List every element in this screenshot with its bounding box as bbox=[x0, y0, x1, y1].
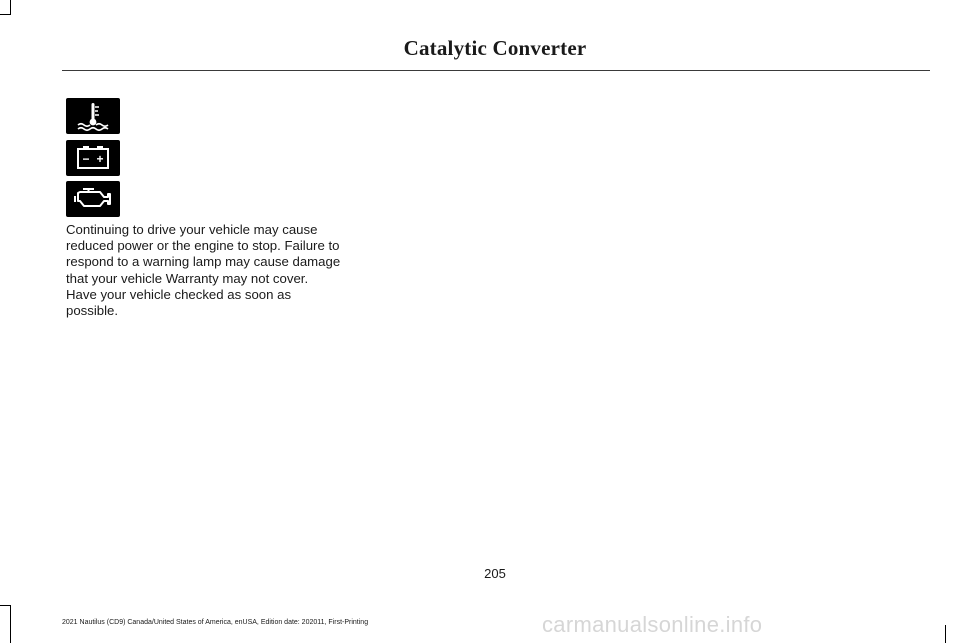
warning-paragraph: Continuing to drive your vehicle may cause reduced power or the engine to stop. Failure to respond to a warning lamp may cause damage that your vehicle Warranty may not cover. Have your vehicle checked as soon as possible. bbox=[66, 222, 341, 319]
page-title: Catalytic Converter bbox=[403, 36, 587, 60]
title-divider bbox=[62, 70, 930, 71]
watermark: carmanualsonline.info bbox=[542, 612, 763, 637]
battery-plus-symbol: + bbox=[96, 152, 104, 166]
battery-icon bbox=[66, 140, 120, 176]
battery-minus-symbol: − bbox=[82, 152, 90, 166]
crop-mark-bottom-left-horizontal bbox=[0, 605, 11, 606]
crop-mark-top-left-vertical bbox=[10, 0, 11, 14]
edition-footer: 2021 Nautilus (CD9) Canada/United States of America, enUSA, Edition date: 202011, First-Printing bbox=[62, 619, 369, 626]
engine-coolant-temperature-icon bbox=[66, 98, 120, 134]
crop-mark-bottom-left-vertical bbox=[10, 605, 11, 643]
crop-mark-bottom-right-vertical bbox=[945, 625, 946, 643]
crop-mark-top-left-horizontal bbox=[0, 14, 11, 15]
page-number: 205 bbox=[484, 566, 506, 581]
check-engine-icon bbox=[66, 181, 120, 217]
